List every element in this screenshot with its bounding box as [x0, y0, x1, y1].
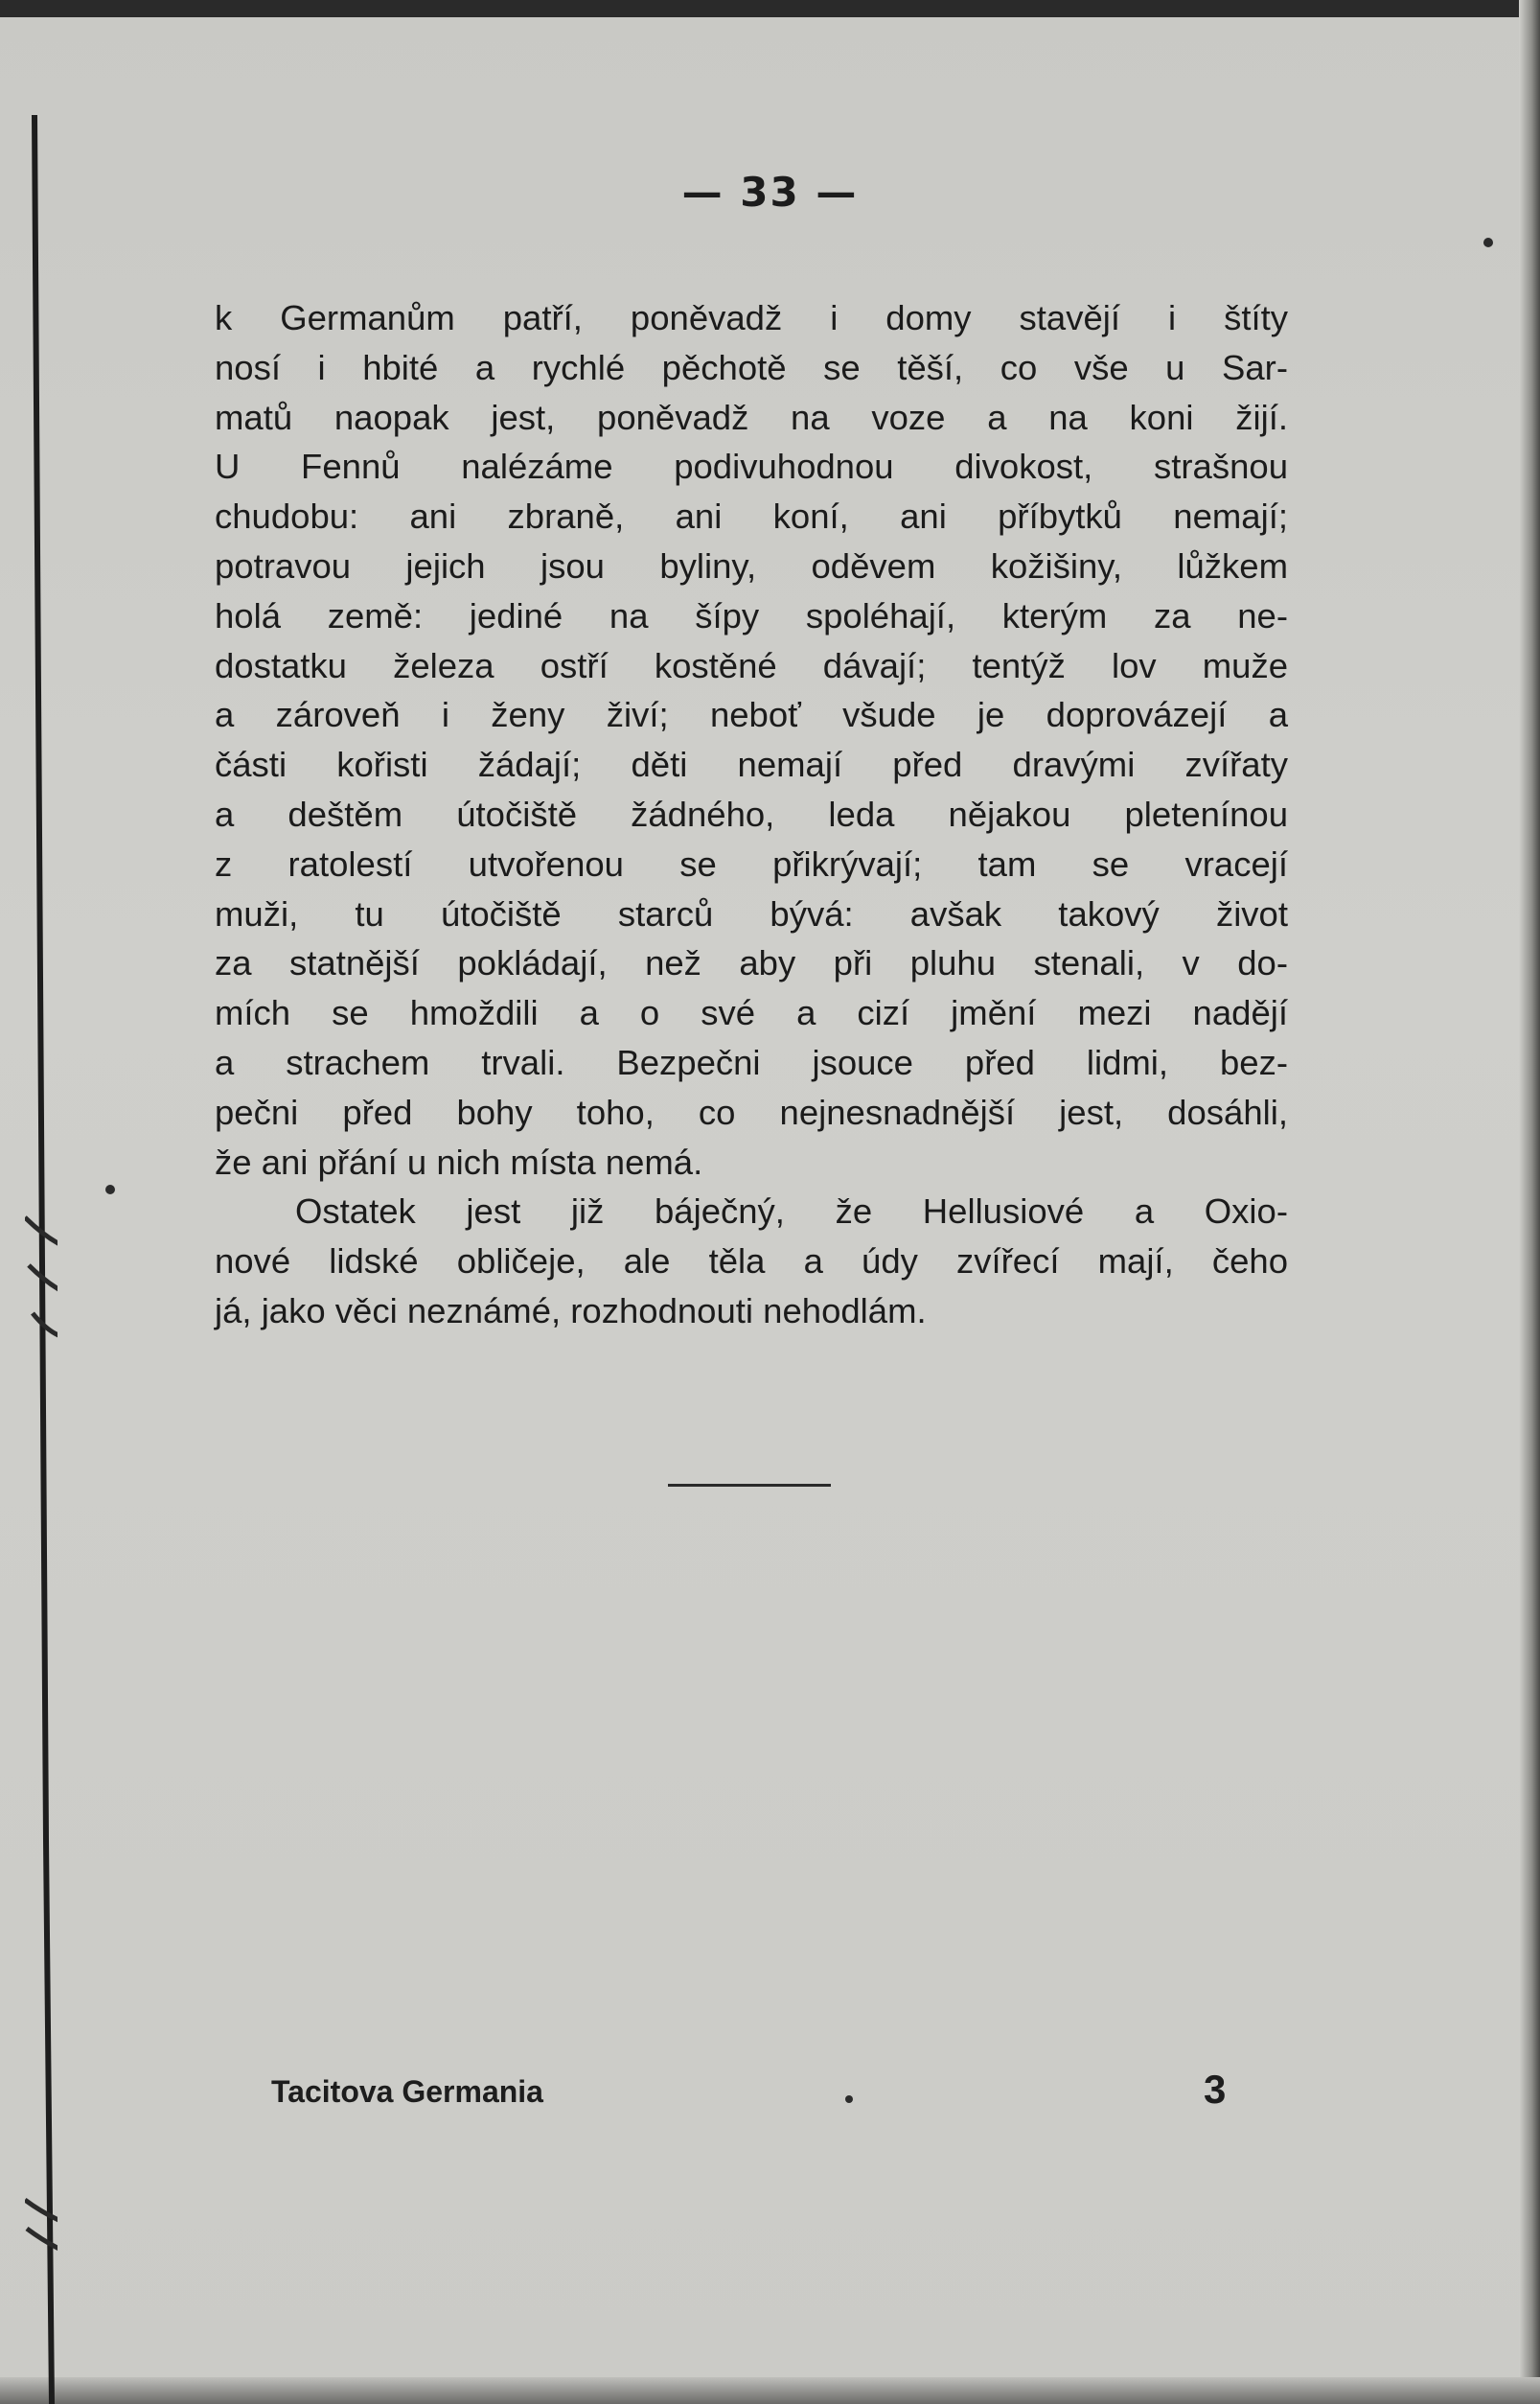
text-line: a deštěm útočiště žádného, leda nějakou pletenínou: [215, 794, 1288, 834]
binding-thread: [25, 115, 57, 2404]
text-line: nosí i hbité a rychlé pěchotě se těší, co vše u Sar-: [215, 347, 1288, 387]
text-line: k Germanům patří, poněvadž i domy stavějí i štíty: [215, 298, 1288, 337]
page-number: — 33 —: [681, 169, 859, 216]
text-line: a zároveň i ženy živí; neboť všude je doprovázejí a: [215, 695, 1288, 735]
text-line: za statnější pokládají, než aby při pluhu stenali, v do-: [215, 943, 1288, 983]
text-line: a strachem trvali. Bezpečni jsouce před lidmi, bez-: [215, 1042, 1288, 1082]
text-line: chudobu: ani zbraně, ani koní, ani příbytků nemají;: [215, 497, 1288, 537]
text-line: matů naopak jest, poněvadž na voze a na koni žijí.: [215, 397, 1288, 437]
text-line: Ostatek jest již báječný, že Hellusiové a Oxio-: [295, 1191, 1288, 1232]
text-line: mích se hmoždili a o své a cizí jmění mezi nadějí: [215, 993, 1288, 1033]
text-line: že ani přání u nich místa nemá.: [215, 1142, 703, 1182]
text-line: části kořisti žádají; děti nemají před dravými zvířaty: [215, 745, 1288, 785]
footer-book-title: Tacitova Germania: [271, 2074, 543, 2109]
body-text: [215, 293, 1288, 1336]
text-line: nové lidské obličeje, ale těla a údy zvířecí mají, čeho: [215, 1241, 1288, 1282]
text-line: dostatku železa ostří kostěné dávají; tentýž lov muže: [215, 645, 1288, 685]
text-line: muži, tu útočiště starců bývá: avšak takový život: [215, 893, 1288, 934]
text-line: potravou jejich jsou byliny, oděvem kožišiny, lůžkem: [215, 545, 1288, 586]
text-line: holá země: jediné na šípy spoléhají, kterým za ne-: [215, 595, 1288, 636]
margin-dot: [105, 1185, 115, 1194]
text-line: z ratolestí utvořenou se přikrývají; tam se vracejí: [215, 844, 1288, 884]
margin-dot: [1483, 238, 1493, 247]
scan-bottom-edge: [0, 2377, 1540, 2404]
text-line: pečni před bohy toho, co nejnesnadnější jest, dosáhli,: [215, 1092, 1288, 1132]
text-line: já, jako věci neznámé, rozhodnouti nehodlám.: [215, 1290, 927, 1330]
scan-top-edge: [0, 0, 1540, 17]
section-divider: [668, 1484, 831, 1487]
scan-right-edge: [1519, 0, 1540, 2404]
text-line: U Fennů nalézáme podivuhodnou divokost, strašnou: [215, 447, 1288, 487]
footer-signature-mark: 3: [1204, 2067, 1227, 2112]
footer-dot: [845, 2095, 853, 2103]
